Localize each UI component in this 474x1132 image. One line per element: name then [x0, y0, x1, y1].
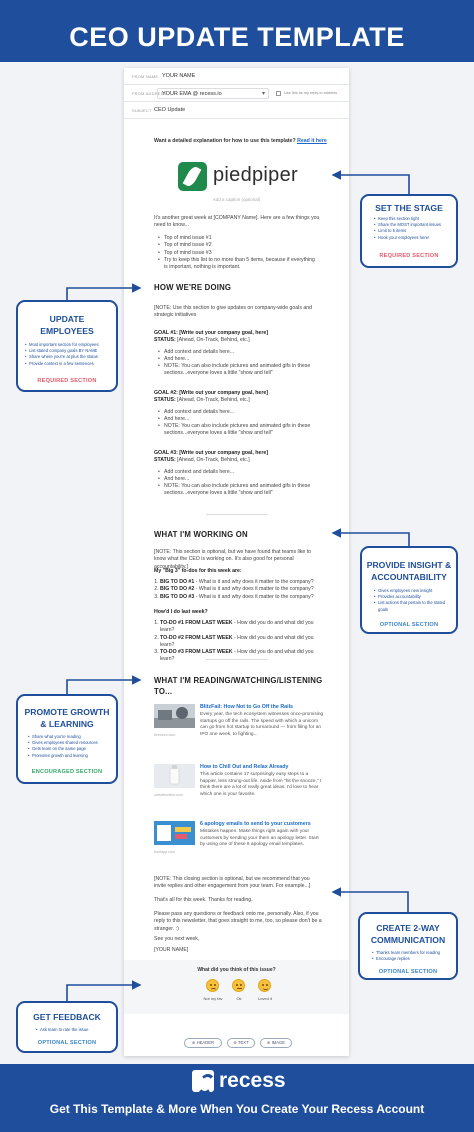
list-item: • Most important section for employees [25, 342, 99, 348]
callout-title: & LEARNING [40, 719, 94, 729]
page-title: CEO UPDATE TEMPLATE [69, 22, 405, 52]
article-title[interactable]: 6 apology emails to send to your customers [200, 821, 311, 827]
list-item: • Keep this section tight [374, 216, 441, 222]
subject-value[interactable]: CEO Update [154, 107, 186, 113]
list-item [160, 635, 322, 650]
section-tag: OPTIONAL SECTION [379, 622, 439, 628]
image-caption[interactable]: Add a caption (optional) [212, 197, 261, 202]
goal-block-3 [154, 450, 324, 498]
logo-text: piedpiper [213, 164, 298, 186]
article-description: Mistakes happen. Make things right again with your customers by sending your them an apology letter. Start by using one of these 6 apology email templates. [200, 829, 319, 848]
todo-text: - What is it and why does it matter to the company? [194, 579, 314, 585]
list-item: • List stated company goals BY NAME [25, 348, 99, 354]
subject-label: SUBJECT [132, 108, 152, 113]
closing-see-you: See you next week, [154, 936, 200, 942]
list-item [160, 586, 322, 593]
top-of-mind-list [158, 235, 318, 271]
feedback-widget [124, 960, 349, 1014]
callout-two-way-communication [358, 912, 458, 980]
closing-note: [NOTE: This closing section is optional, but we recommend that you invite replies and other engagement from your team. For example...] [154, 876, 311, 890]
callout-promote-growth [16, 694, 118, 784]
callout-title: GET FEEDBACK [33, 1012, 101, 1022]
big3-list [154, 579, 322, 601]
article-description: This article contains 17 surprisingly easy steps to a happier, less strung-out life. Aside from "hit the snooze," I think there are a lot of really great ideas. I'd love to hear which one is your favorite. [200, 772, 322, 798]
list-item: • And here... [158, 416, 324, 423]
section-tag: OPTIONAL SECTION [37, 1040, 97, 1046]
list-item: • Encourage replies [372, 956, 440, 962]
article-source: outsideonline.com [154, 793, 183, 797]
reply-to-label: Use this as my reply-to address [284, 91, 338, 95]
lastweek-label: How'd I do last week? [154, 609, 208, 615]
todo-label: BIG TO DO #1 [160, 579, 195, 585]
closing-body: Please pass any questions or feedback onto me, personally. Also, if you reply to this newsletter, that goes straight to me, too, so please don't be a stranger. :) [154, 911, 322, 932]
section-tag: REQUIRED SECTION [37, 378, 97, 384]
list-item: • Provides accountability [374, 594, 454, 600]
how-heading: HOW WE'RE DOING [154, 283, 232, 292]
goal-title: GOAL #2: [Write out your company goal, here] [154, 390, 268, 396]
list-item: • Top of mind issue #3 [158, 250, 318, 257]
section-tag: REQUIRED SECTION [379, 253, 439, 259]
article-thumbnail [154, 821, 195, 845]
feedback-option-label: Not my fav [203, 996, 223, 1001]
neutral-emoji-icon[interactable] [232, 979, 245, 992]
from-address-value: YOUR EMA @ recess.io [162, 91, 222, 97]
callout-title: PROMOTE GROWTH [24, 707, 110, 717]
goal-title: GOAL #1: [Write out your company goal, here] [154, 330, 268, 336]
todo-label: BIG TO DO #2 [160, 586, 195, 593]
list-item: • Add context and details here... [158, 469, 324, 476]
goal-title: GOAL #3: [Write out your company goal, here] [154, 450, 268, 456]
list-item: • Ask team to rate the issue [36, 1027, 88, 1033]
reading-heading [154, 676, 322, 696]
from-name-row[interactable] [124, 68, 349, 85]
list-item: • Gets team on the same page [28, 746, 98, 752]
section-tag: ENCOURAGED SECTION [31, 769, 103, 775]
email-preview [124, 68, 349, 1056]
callout-list [36, 1027, 88, 1033]
list-item: • Try to keep this list to no more than 5 items, because if everything is important, nothing is important. [158, 257, 318, 272]
feedback-option-label: Loved it [257, 996, 272, 1001]
status-value: [Ahead, On-Track, Behind, etc.] [177, 397, 250, 404]
article-title[interactable]: BlitzFail: How Not to Go Off the Rails [200, 704, 293, 710]
feedback-question: What did you think of this issue? [197, 967, 276, 973]
subject-row[interactable] [124, 102, 349, 119]
intro-prompt [154, 138, 327, 145]
list-item: • Gives employees new insight [374, 588, 454, 594]
piedpiper-logo-icon [178, 162, 207, 191]
list-item: • Gives employees shared resources [28, 740, 98, 746]
intro-prompt-text: Want a detailed explanation for how to use this template? [154, 138, 296, 144]
todo-label: BIG TO DO #3 [160, 593, 195, 600]
list-item [160, 594, 322, 601]
chevron-down-icon: ▾ [261, 91, 265, 97]
working-note: [NOTE: This section is optional, but we have found that teams like to know what the CEO is working on. It's also good for personal accountability.] [154, 549, 312, 570]
list-item: • Top of mind issue #2 [158, 242, 318, 249]
list-item: • List actions that pertain to the stated goals [374, 600, 454, 612]
footer-cta[interactable]: Get This Template & More When You Create Your Recess Account [49, 1102, 425, 1116]
callout-list [372, 950, 440, 962]
from-name-value[interactable]: YOUR NAME [162, 73, 196, 79]
big3-label: My "Big 3" to-dos for this week are: [154, 568, 242, 574]
article-card[interactable] [154, 764, 324, 814]
from-name-label: FROM NAME [132, 74, 159, 79]
list-item: • Share where you're at plus the status [25, 354, 99, 360]
goal-status [154, 457, 324, 464]
callout-provide-insight [360, 546, 458, 634]
todo-text: - How did you do and what did you learn? [160, 649, 314, 663]
list-item [160, 620, 322, 635]
article-source: frontapp.com [154, 850, 175, 854]
how-note: [NOTE: Use this section to give updates on company-wide goals and strategic initiatives [154, 305, 313, 319]
todo-label: TO-DO #3 FROM LAST WEEK [160, 649, 233, 656]
callout-title: COMMUNICATION [370, 935, 446, 945]
article-card[interactable] [154, 821, 324, 871]
todo-text: - How did you do and what did you learn? [160, 620, 314, 634]
list-item: • NOTE: You can also include pictures and animated gifs in these sections...everyone loves a little "show and tell" [158, 423, 324, 438]
callout-set-the-stage [360, 194, 458, 268]
article-description: Every year, the tech ecosystem witnesses once-promising startups go off the rails. The speed with which a unicorn can go from hot startup to turnaround — from filing for an IPO one week, to fighting... [200, 712, 324, 738]
recess-logo-icon [192, 1070, 214, 1092]
recess-wordmark: recess [219, 1069, 286, 1092]
lastweek-list [154, 620, 322, 664]
todo-label: TO-DO #2 FROM LAST WEEK [160, 634, 233, 641]
status-label: STATUS: [154, 397, 176, 404]
callout-title: ACCOUNTABILITY [371, 572, 447, 582]
callout-get-feedback [16, 1001, 118, 1053]
todo-text: - What is it and why does it matter to the company? [194, 593, 314, 600]
callout-title: PROVIDE INSIGHT & [366, 560, 452, 570]
todo-text: - What is it and why does it matter to the company? [194, 586, 314, 593]
list-item: • Promotes growth and learning [28, 753, 98, 759]
button-label: HEADER [196, 1040, 215, 1045]
status-value: [Ahead, On-Track, Behind, etc.] [177, 337, 250, 344]
feedback-option-label: Ok [236, 996, 242, 1001]
callout-title: UPDATE [49, 314, 85, 324]
status-label: STATUS: [154, 457, 176, 464]
recess-logo [192, 1070, 292, 1094]
goal-details [158, 469, 324, 498]
from-address-row [124, 85, 349, 102]
status-value: [Ahead, On-Track, Behind, etc.] [177, 457, 250, 464]
list-item: • Top of mind issue #1 [158, 235, 318, 242]
todo-label: TO-DO #1 FROM LAST WEEK [160, 620, 233, 626]
list-item: • Thanks team members for reading [372, 950, 440, 956]
add-header-button[interactable]: ⊕ HEADER [184, 1038, 222, 1048]
article-thumbnail [154, 704, 195, 728]
goal-block-1 [154, 330, 324, 378]
section-tag: OPTIONAL SECTION [378, 969, 438, 975]
goal-block-2 [154, 390, 324, 438]
callout-title: CREATE 2-WAY [376, 923, 440, 933]
list-item: • Add context and details here... [158, 409, 324, 416]
working-heading: WHAT I'M WORKING ON [154, 530, 248, 539]
add-image-button[interactable]: ⊕ IMAGE [260, 1038, 292, 1048]
smile-emoji-icon[interactable] [258, 979, 271, 992]
list-item: • NOTE: You can also include pictures and animated gifs in these sections...everyone loves a little "show and tell" [158, 483, 324, 498]
article-card[interactable] [154, 704, 324, 754]
status-label: STATUS: [154, 337, 176, 344]
goal-status [154, 397, 324, 404]
callout-list [28, 734, 98, 759]
callout-update-employees [16, 300, 118, 392]
reading-heading-line: WHAT I'M READING/WATCHING/LISTENING [154, 676, 323, 685]
from-address-label: FROM ADDRESS [132, 91, 167, 96]
list-item: • NOTE: You can also include pictures and animated gifs in these sections...everyone loves a little "show and tell" [158, 363, 324, 378]
list-item [160, 649, 322, 664]
list-item [160, 579, 322, 586]
section-divider [206, 514, 268, 515]
article-thumbnail [154, 764, 195, 788]
greeting: It's another great week at [COMPANY Name]. Here are a few things you need to know... [154, 215, 320, 229]
list-item: • And here... [158, 356, 324, 363]
frown-emoji-icon[interactable] [206, 979, 219, 992]
add-text-button[interactable]: ⊕ TEXT [227, 1038, 255, 1048]
list-item: • Provide context in a few sentences [25, 361, 99, 367]
goal-status [154, 337, 324, 344]
article-source: fivetuum.com [154, 733, 176, 737]
article-title[interactable]: How to Chill Out and Relax Already [200, 764, 289, 770]
closing-thanks: That's all for this week. Thanks for reading. [154, 897, 253, 903]
list-item: • Add context and details here... [158, 349, 324, 356]
callout-list [374, 216, 441, 241]
from-address-select[interactable] [157, 88, 269, 99]
list-item: • Hook your employees here! [374, 235, 441, 241]
todo-text: - How did you do and what did you learn? [160, 634, 314, 648]
button-label: TEXT [237, 1040, 249, 1045]
callout-list [374, 588, 454, 613]
company-logo [178, 162, 298, 192]
goal-details [158, 409, 324, 438]
list-item: • Share what you're reading [28, 734, 98, 740]
list-item: • And here... [158, 476, 324, 483]
reply-to-checkbox[interactable] [276, 91, 281, 96]
list-item: • Limit to 5 items [374, 228, 441, 234]
callout-title: EMPLOYEES [40, 326, 94, 336]
callout-list [25, 342, 99, 367]
reading-heading-line: TO... [154, 687, 173, 696]
signoff: [YOUR NAME] [154, 947, 189, 953]
read-it-here-link[interactable]: Read it here [297, 138, 327, 144]
callout-title: SET THE STAGE [375, 203, 443, 213]
button-label: IMAGE [271, 1040, 286, 1045]
list-item: • Share the MOST important issues [374, 222, 441, 228]
section-divider [206, 659, 268, 660]
goal-details [158, 349, 324, 378]
